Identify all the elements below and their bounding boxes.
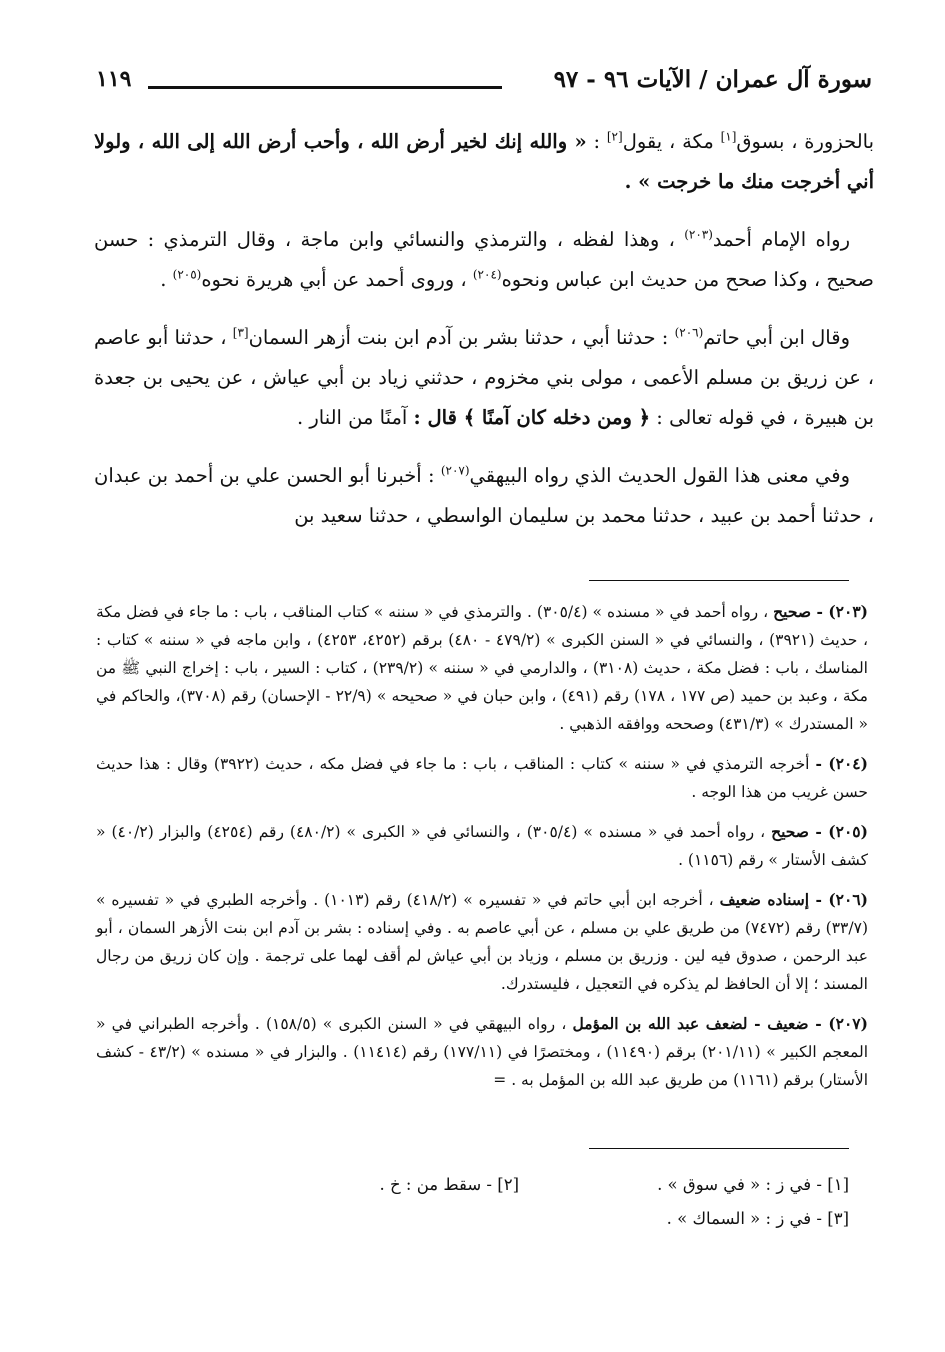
footnote: (٢٠٦) - إسناده ضعيف ، أخرجه ابن أبي حاتم في « تفسيره » (٤١٨/٢) رقم (١٠١٣) . وأخرجه الطبري في « تفسيره » (٣٣/٧) رقم (٧٤٧٢) من طريق علي بن مسلم ، عن أبي عاصم به . وفي إسناده : بشر بن آدم ابن بنت الأزهر السمان ، أبو عبد الرحمن ، صدوق فيه لين . وزريق بن مسلم ، وزياد بن أبي عياش لم أقف لهما على ترجمة . وإن كان زريق من رجال المسند ؛ إلا أن الحافظ لم يذكره في التعجيل ، فليستدرك. [96, 890, 868, 993]
footnote-marker: (٢٠٣) [684, 227, 713, 242]
variant-note: [٣] - في ز : « السماك » . [666, 1209, 849, 1228]
manuscript-variants [89, 1168, 849, 1236]
variants-divider [589, 1148, 849, 1149]
footnote: (٢٠٧) - ضعيف - لضعف عبد الله بن المؤمل ، رواه البيهقي في « السنن الكبرى » (١٥٨/٥) . وأخرجه الطبراني في « المعجم الكبير » (٢٠١/١١) برقم (١١٤٩٠) ، ومختصرًا في (١٧٧/١١) رقم (١١٤١٤) . والبزار في « مسنده » (٤٣/٢ - كشف الأستار) برقم (١١٦١) من طريق عبد الله بن المؤمل به . = [96, 1014, 869, 1089]
paragraph: بالحزورة ، بسوق[١] مكة ، يقول[٢] : « والله إنك لخير أرض الله ، وأحب أرض الله إلى الله ، ولولا أني أخرجت منك ما خرجت » . [94, 129, 874, 193]
footnote-marker: (٢٠٦) [674, 325, 704, 340]
variant-marker: [١] [720, 129, 737, 144]
footnote: (٢٠٤) - أخرجه الترمذي في « سننه » كتاب : المناقب ، باب : ما جاء في فضل مكه ، حديث (٣٩٢٢) وقال : هذا حديث حسن غريب من هذا الوجه . [96, 754, 868, 801]
paragraph: رواه الإمام أحمد$^{(٢٠٣)}$ ، وهذا لفظه ، والترمذي والنسائي وابن ماجة ، وقال الترمذي : حسن صحيح ، وكذا صحح من حديث ابن عباس ونحوه$^{(٢٠٤)}$ ، وروى أحمد عن أبي هريرة نحوه$^{(٢٠٥)}$ . [94, 227, 874, 291]
footnote-divider [589, 580, 849, 581]
variant-marker: [٢] [606, 129, 623, 144]
footnote-marker: (٢٠٥) [172, 267, 202, 282]
variant-marker: [٣] [232, 325, 249, 340]
main-text [94, 122, 874, 554]
footnote: (٢٠٥) - صحيح ، رواه أحمد في « مسنده » (٣٠٥/٤) ، والنسائي في « الكبرى » (٤٨٠/٢) رقم (٤٢٥٤) والبزار (٤٠/٢) « كشف الأستار » رقم (١١٥٦) . [96, 822, 868, 869]
paragraph: وفي معنى هذا القول الحديث الذي رواه البيهقي$^{(٢٠٧)}$ : أخبرنا أبو الحسن علي بن أحمد بن عبدان ، حدثنا أحمد بن عبيد ، حدثنا محمد بن سليمان الواسطي ، حدثنا سعيد بن [94, 463, 874, 527]
footnote-marker: (٢٠٤) [472, 267, 502, 282]
quran-quote: ﴿ ومن دخله كان آمنًا ﴾ قال : [413, 406, 651, 429]
header-rule [148, 86, 502, 89]
hadith-quote: « والله إنك لخير أرض الله ، وأحب أرض الله إلى الله ، ولولا أني أخرجت منك ما خرجت » . [94, 130, 874, 193]
page-number: ١١٩ [96, 66, 132, 92]
page-header [96, 66, 872, 106]
variant-note: [٢] - سقط من : خ . [379, 1175, 519, 1194]
paragraph: وقال ابن أبي حاتم$^{(٢٠٦)}$ : حدثنا أبي ، حدثنا بشر بن آدم ابن بنت أزهر السمان[٣] ، حدثنا أبو عاصم ، عن زريق بن مسلم الأعمى ، مولى بني مخزوم ، حدثني زياد بن أبي عياش ، عن يحيى بن جعدة بن هبيرة ، في قوله تعالى : ﴿ ومن دخله كان آمنًا ﴾ قال : آمنًا من النار . [94, 325, 874, 429]
page-title: سورة آل عمران / الآيات ٩٦ - ٩٧ [553, 66, 872, 93]
footnote-marker: (٢٠٧) [440, 463, 470, 478]
variant-note: [١] - في ز : « في سوق » . [657, 1175, 849, 1194]
footnote: (٢٠٣) - صحيح ، رواه أحمد في « مسنده » (٣٠٥/٤) . والترمذي في « سننه » كتاب المناقب ، باب : ما جاء في فضل مكة ، حديث (٣٩٢١) ، والنسائي في « السنن الكبرى » (٤٧٩/٢ - ٤٨٠) برقم (٤٢٥٢، ٤٢٥٣) ، وابن ماجه في « سننه » كتاب : المناسك ، باب : فضل مكة ، حديث (٣١٠٨) ، والدارمي في « سننه » (٢٣٩/٢) ، كتاب : السير ، باب : إخراج النبي ﷺ من مكة ، وعبد بن حميد (ص ١٧٧ ، ١٧٨) رقم (٤٩١) ، وابن حبان في « صحيحه » (٢٢/٩ - الإحسان) رقم (٣٧٠٨)، والحاكم في « المستدرك » (٤٣١/٣) وصححه ووافقه الذهبي . [96, 602, 869, 733]
footnotes [96, 598, 868, 1106]
